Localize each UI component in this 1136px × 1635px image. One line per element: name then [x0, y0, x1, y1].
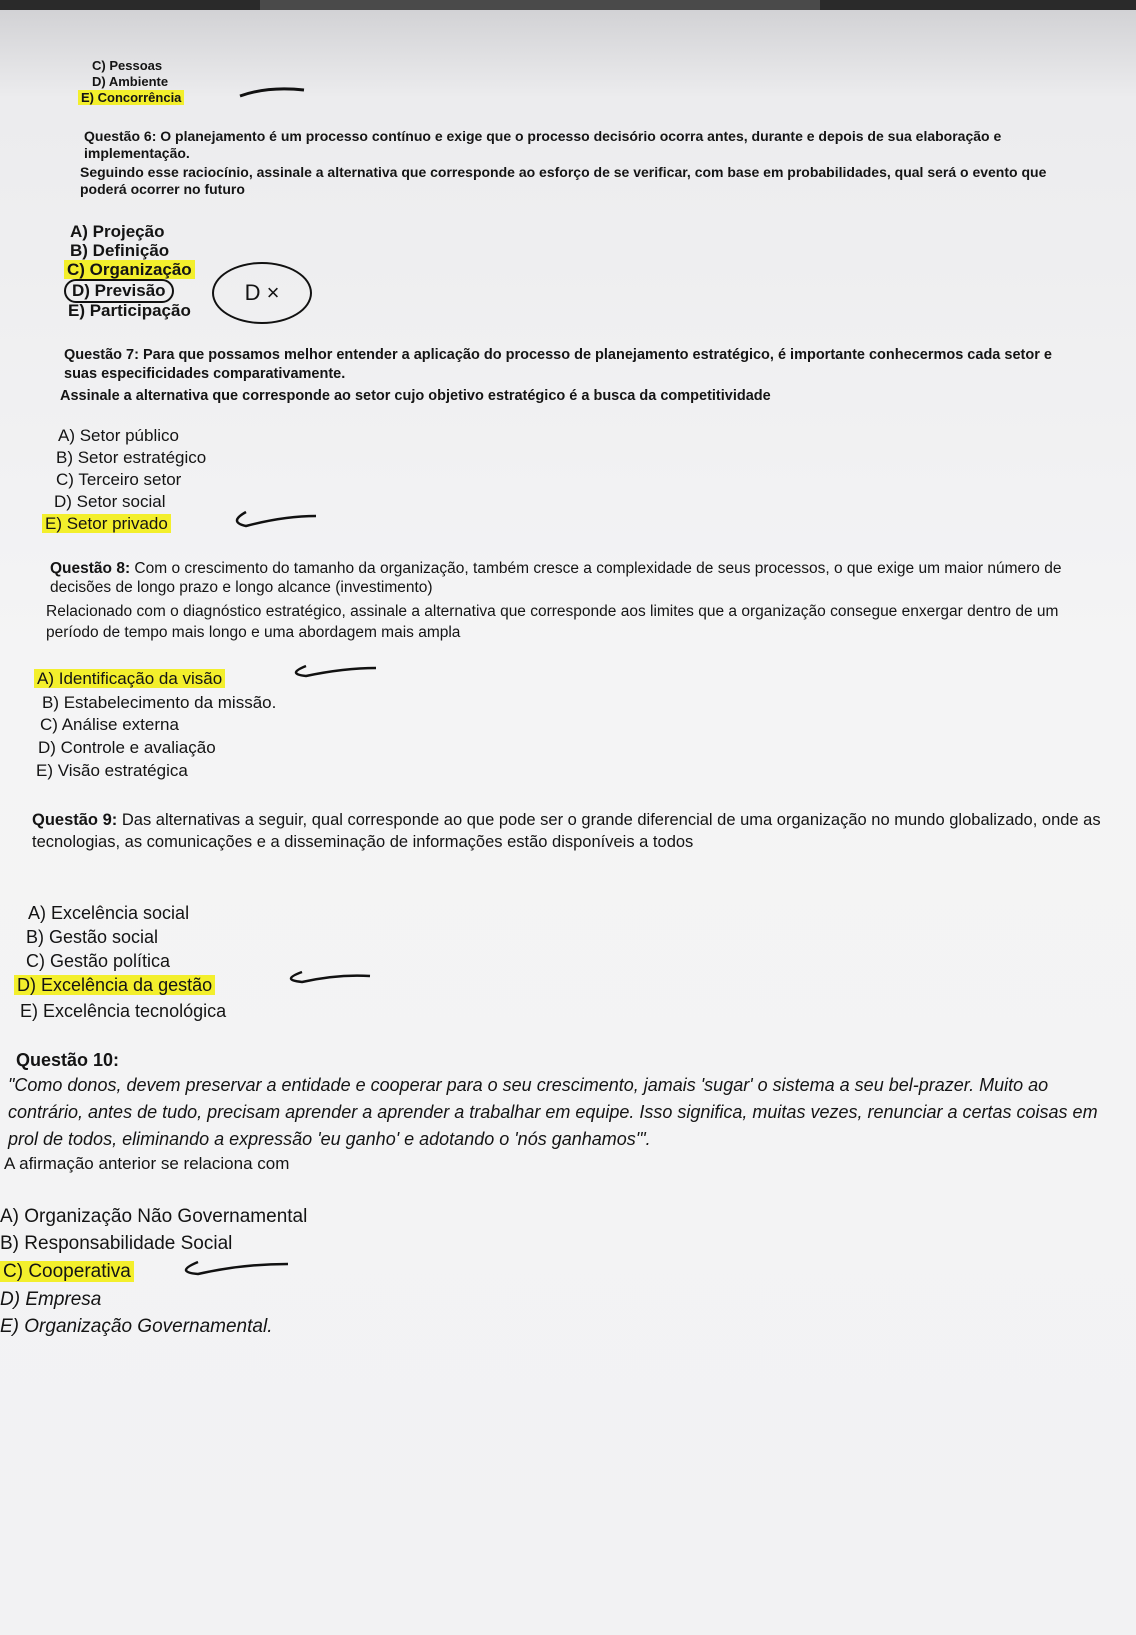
q9-option-e: E) Excelência tecnológica	[20, 1001, 227, 1021]
q7-option-e: E) Setor privado	[42, 514, 171, 534]
q8-title: Questão 8:	[50, 560, 131, 577]
q5-option-e: E) Concorrência	[78, 90, 184, 105]
q6-text2: Seguindo esse raciocínio, assinale a alternativa que corresponde ao esforço de se verificar, com base em probabilidades, qual será o evento que poderá ocorrer no futuro	[80, 164, 1047, 197]
q6-statement	[84, 128, 1052, 162]
q8-option-a: A) Identificação da visão	[34, 669, 225, 689]
q10-title: Questão 10:	[16, 1050, 120, 1070]
q10-quote: "Como donos, devem preservar a entidade e cooperar para o seu crescimento, jamais 'sugar' o sistema a seu bel-prazer. Muito ao contrário, antes de tudo, precisam aprender a aprender a trabalhar em equipe. Isso significa, muitas vezes, renunciar a certas coisas em prol de todos, eliminando a expressão 'eu ganho' e adotando o 'nós ganhamos'".	[8, 1075, 1098, 1149]
q8-option-b: B) Estabelecimento da missão.	[42, 693, 277, 712]
q7-option-d: D) Setor social	[54, 492, 166, 511]
q8-statement	[50, 559, 1086, 597]
q9-option-b: B) Gestão social	[26, 927, 159, 947]
q6-title: Questão 6:	[84, 128, 157, 144]
check-stroke-icon	[284, 660, 380, 684]
q10-option-a: A) Organização Não Governamental	[0, 1206, 308, 1227]
check-stroke-icon	[224, 506, 320, 532]
q5-option-d: D) Ambiente	[92, 74, 169, 89]
q6-option-e: E) Participação	[68, 301, 191, 320]
q7-option-b: B) Setor estratégico	[56, 448, 207, 467]
q8-option-d: D) Controle e avaliação	[38, 738, 216, 757]
q10-option-b: B) Responsabilidade Social	[0, 1233, 233, 1254]
q5-option-c: C) Pessoas	[92, 58, 163, 73]
check-stroke-icon	[172, 1256, 292, 1282]
q6-option-a: A) Projeção	[70, 222, 165, 241]
q6-text1: O planejamento é um processo contínuo e exige que o processo decisório ocorra antes, durante e depois de sua elaboração e implementação.	[84, 128, 1002, 161]
q7-statement	[64, 346, 1070, 384]
q7-title: Questão 7:	[64, 347, 139, 363]
q8-text1: Com o crescimento do tamanho da organização, também cresce a complexidade de seus processos, o que exige um maior número de decisões de longo prazo e longo alcance (investimento)	[50, 560, 1062, 596]
q10-option-c: C) Cooperativa	[0, 1261, 134, 1283]
check-stroke-icon	[238, 82, 308, 104]
q9-option-d: D) Excelência da gestão	[14, 975, 215, 996]
q9-option-a: A) Excelência social	[28, 903, 190, 923]
q8-text2: Relacionado com o diagnóstico estratégico, assinale a alternativa que corresponde aos limites que a organização consegue enxergar dentro de um período de tempo mais longo e uma abordagem mais ampla	[46, 603, 1059, 641]
q9-option-c: C) Gestão política	[26, 951, 171, 971]
q10-option-d: D) Empresa	[0, 1289, 102, 1310]
q10-option-e: E) Organização Governamental.	[0, 1316, 273, 1337]
q8-option-c: C) Análise externa	[40, 715, 179, 734]
q7-text1: Para que possamos melhor entender a aplicação do processo de planejamento estratégico, é importante conhecermos cada setor e suas especificidades comparativamente.	[64, 347, 1052, 382]
check-stroke-icon	[278, 966, 374, 990]
q9-statement	[32, 809, 1102, 853]
q9-title: Questão 9:	[32, 811, 118, 829]
q8-option-e: E) Visão estratégica	[36, 761, 188, 780]
q6-option-b: B) Definição	[70, 241, 170, 260]
q10-question: A afirmação anterior se relaciona com	[4, 1154, 290, 1173]
photo-edge-light	[260, 0, 820, 10]
q7-option-a: A) Setor público	[58, 426, 179, 445]
q7-option-c: C) Terceiro setor	[56, 470, 182, 489]
q9-text1: Das alternativas a seguir, qual corresponde ao que pode ser o grande diferencial de uma organização no mundo globalizado, onde as tecnologias, as comunicações e a disseminação de informações estão disponíveis a todos	[32, 811, 1101, 851]
handwritten-note: D ×	[212, 262, 312, 324]
q7-text2: Assinale a alternativa que corresponde ao setor cujo objetivo estratégico é a busca da competitividade	[60, 388, 771, 404]
q6-option-c: C) Organização	[64, 260, 195, 280]
q6-option-d: D) Previsão	[64, 279, 174, 303]
